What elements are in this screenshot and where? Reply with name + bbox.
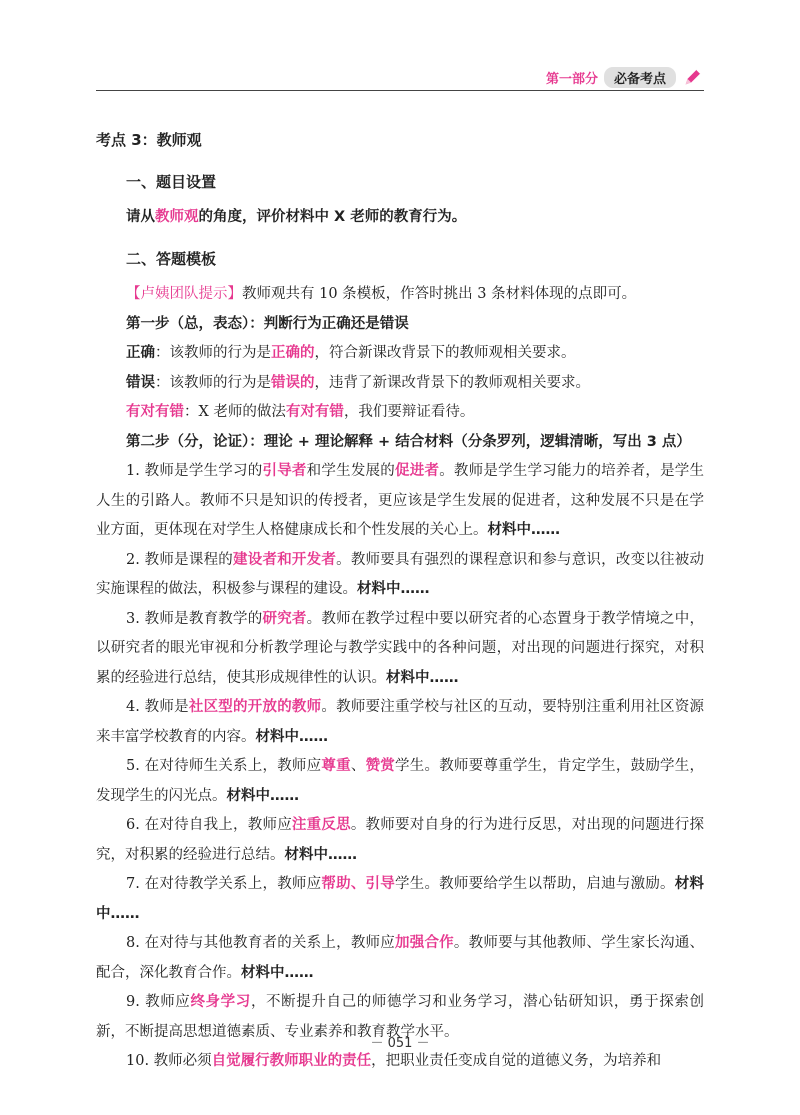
page-title: 考点 3：教师观 <box>96 131 202 149</box>
list-item: 7. 在对待教学关系上，教师应帮助、引导学生。教师要给学生以帮助，启迪与激励。材料中…… <box>96 876 705 922</box>
section-badge: 必备考点 <box>604 67 676 88</box>
pencil-icon <box>682 66 704 88</box>
section-heading-2: 二、答题模板 <box>126 249 217 268</box>
list-item: 4. 教师是社区型的开放的教师。教师要注重学校与社区的互动，要特别注重利用社区资源来丰富学校教育的内容。材料中…… <box>96 699 704 745</box>
step-one: 第一步（总，表态）：判断行为正确还是错误 <box>126 315 409 332</box>
mixed-line: 有对有错：X 老师的做法有对有错，我们要辩证看待。 <box>126 404 475 420</box>
correct-line: 正确：该教师的行为是正确的，符合新课改背景下的教师观相关要求。 <box>126 345 576 361</box>
wrong-line: 错误：该教师的行为是错误的，违背了新课改背景下的教师观相关要求。 <box>126 374 590 391</box>
list-item: 10. 教师必须自觉履行教师职业的责任，把职业责任变成自觉的道德义务，为培养和 <box>126 1053 662 1069</box>
list-item: 1. 教师是学生学习的引导者和学生发展的促进者。教师是学生学习能力的培养者，是学生人生的引路人。教师不只是知识的传授者，更应该是学生发展的促进者，这种发展不只是在学业方面，更体现在对学生人格健康成长和个性发展的关心上。材料中…… <box>96 463 705 538</box>
step-two: 第二步（分，论证）：理论 + 理论解释 + 结合材料（分条罗列，逻辑清晰，写出 3 点） <box>126 433 691 450</box>
list-item: 8. 在对待与其他教育者的关系上，教师应加强合作。教师要与其他教师、学生家长沟通、配合，深化教育合作。材料中…… <box>96 935 705 981</box>
part-label: 第一部分 <box>545 71 598 87</box>
list-item: 5. 在对待师生关系上，教师应尊重、赞赏学生。教师要尊重学生，肯定学生，鼓励学生，发现学生的闪光点。材料中…… <box>96 758 705 804</box>
page-header <box>96 60 704 91</box>
list-item: 3. 教师是教育教学的研究者。教师在教学过程中要以研究者的心态置身于教学情境之中，以研究者的眼光审视和分析教学理论与教学实践中的各种问题，对出现的问题进行探究，对积累的经验进行总结，使其形成规律性的认识。材料中…… <box>96 610 705 686</box>
list-item: 9. 教师应终身学习，不断提升自己的师德学习和业务学习，潜心钻研知识，勇于探索创新，不断提高思想道德素质、专业素养和教育教学水平。 <box>96 994 704 1040</box>
question-line: 请从教师观的角度，评价材料中 X 老师的教育行为。 <box>126 209 467 225</box>
tip-tag: 【卢姨团队提示】 <box>126 286 242 302</box>
page-number: － 051 － <box>370 1036 430 1051</box>
page-content <box>96 126 704 1077</box>
list-item: 6. 在对待自我上，教师应注重反思。教师要对自身的行为进行反思，对出现的问题进行探究，对积累的经验进行总结。材料中…… <box>96 817 704 863</box>
header-section <box>546 66 704 88</box>
tip-note: 【卢姨团队提示】教师观共有 10 条模板，作答时挑出 3 条材料体现的点即可。 <box>126 286 637 302</box>
section-heading-1: 一、题目设置 <box>126 172 217 191</box>
list-item: 2. 教师是课程的建设者和开发者。教师要具有强烈的课程意识和参与意识，改变以往被动实施课程的做法，积极参与课程的建设。材料中…… <box>96 551 705 597</box>
